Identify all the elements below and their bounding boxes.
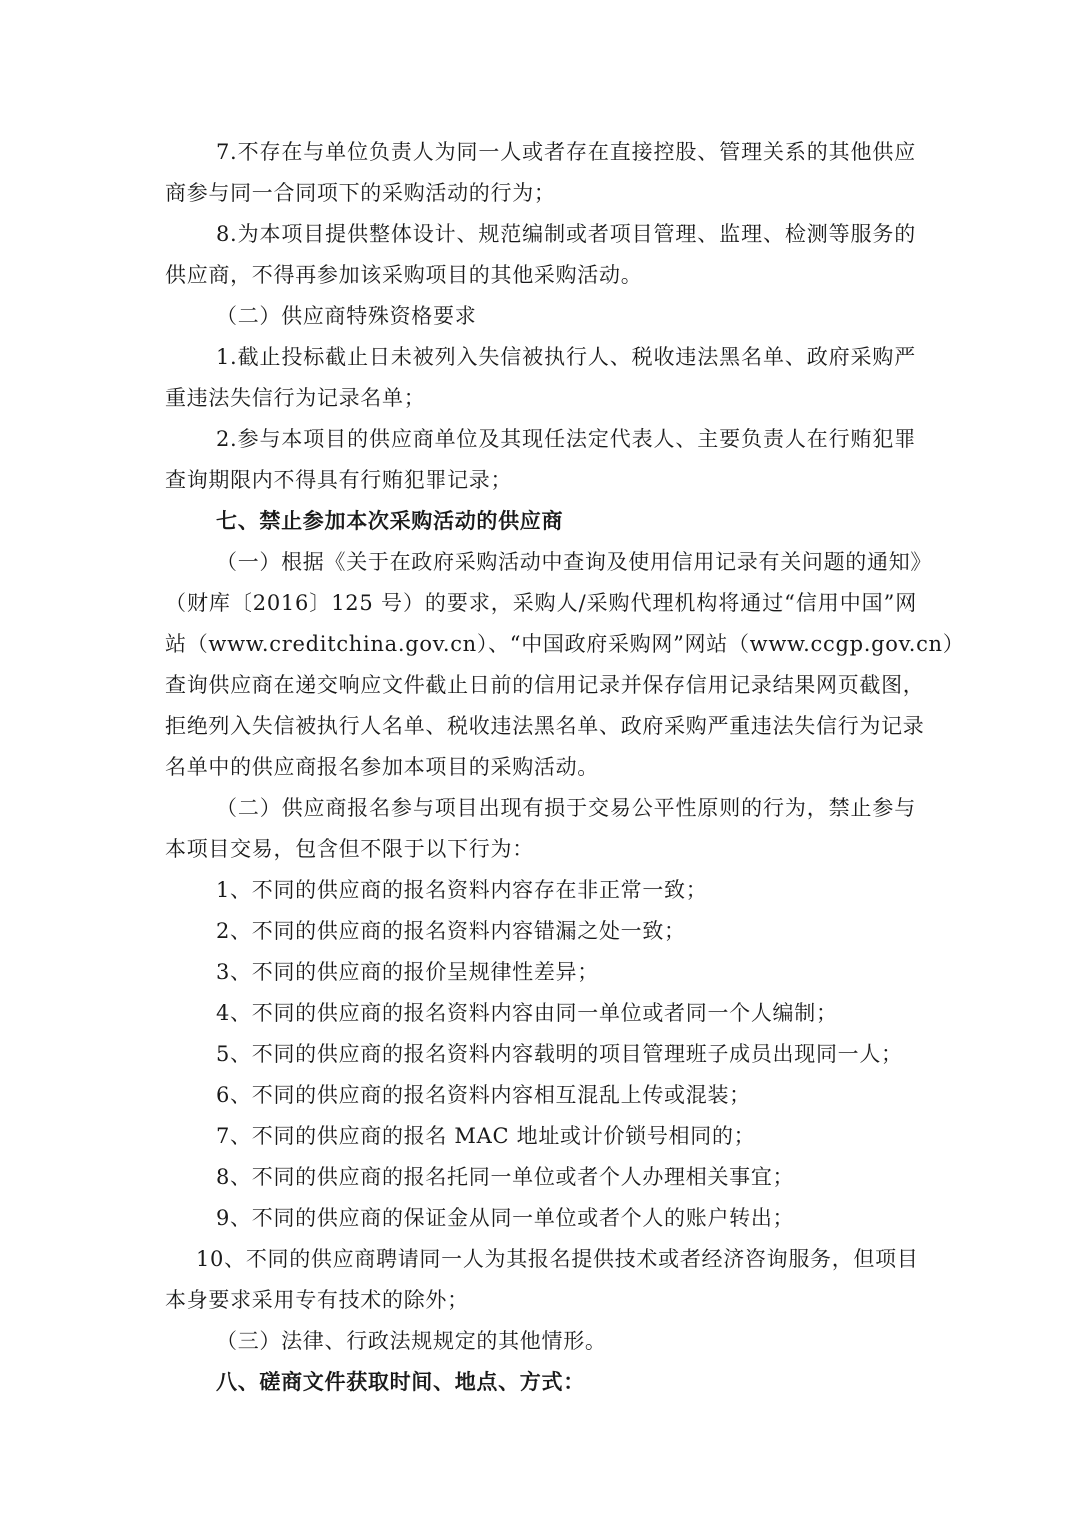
section-7-para-1-line-3: 站（www.creditchina.gov.cn）、“中国政府采购网”网站（www.ccgp.gov.cn） bbox=[165, 632, 965, 656]
section-7-para-1-line-1: （一）根据《关于在政府采购活动中查询及使用信用记录有关问题的通知》 bbox=[216, 550, 933, 574]
list-item-7: 7、不同的供应商的报名 MAC 地址或计价锁号相同的； bbox=[216, 1124, 756, 1148]
section-7-para-2-line-2: 本项目交易，包含但不限于以下行为： bbox=[165, 837, 534, 861]
section-7-para-1-line-5: 拒绝列入失信被执行人名单、税收违法黑名单、政府采购严重违法失信行为记录 bbox=[165, 714, 925, 738]
list-item-10-line-1: 10、不同的供应商聘请同一人为其报名提供技术或者经济咨询服务，但项目 bbox=[196, 1247, 919, 1271]
list-item-4: 4、不同的供应商的报名资料内容由同一单位或者同一个人编制； bbox=[216, 1001, 838, 1025]
section-7-para-1-line-4: 查询供应商在递交响应文件截止日前的信用记录并保存信用记录结果网页截图， bbox=[165, 673, 925, 697]
list-item-6: 6、不同的供应商的报名资料内容相互混乱上传或混装； bbox=[216, 1083, 751, 1107]
special-req-2-line-1: 2.参与本项目的供应商单位及其现任法定代表人、主要负责人在行贿犯罪 bbox=[216, 427, 916, 451]
list-item-2: 2、不同的供应商的报名资料内容错漏之处一致； bbox=[216, 919, 686, 943]
section-special-qualification-heading: （二）供应商特殊资格要求 bbox=[216, 304, 477, 328]
special-req-2-line-2: 查询期限内不得具有行贿犯罪记录； bbox=[165, 468, 513, 492]
clause-7-line-1: 7.不存在与单位负责人为同一人或者存在直接控股、管理关系的其他供应 bbox=[216, 140, 916, 164]
section-7-para-1-line-6: 名单中的供应商报名参加本项目的采购活动。 bbox=[165, 755, 599, 779]
section-7-para-2-line-1: （二）供应商报名参与项目出现有损于交易公平性原则的行为，禁止参与 bbox=[216, 796, 916, 820]
list-item-8: 8、不同的供应商的报名托同一单位或者个人办理相关事宜； bbox=[216, 1165, 795, 1189]
section-8-heading: 八、磋商文件获取时间、地点、方式： bbox=[216, 1369, 585, 1394]
clause-8-line-2: 供应商，不得再参加该采购项目的其他采购活动。 bbox=[165, 263, 643, 287]
special-req-1-line-1: 1.截止投标截止日未被列入失信被执行人、税收违法黑名单、政府采购严 bbox=[216, 345, 916, 369]
section-7-para-1-line-2: （财库〔2016〕125 号）的要求，采购人/采购代理机构将通过“信用中国”网 bbox=[165, 591, 917, 615]
list-item-5: 5、不同的供应商的报名资料内容载明的项目管理班子成员出现同一人； bbox=[216, 1042, 903, 1066]
section-7-para-3: （三）法律、行政法规规定的其他情形。 bbox=[216, 1329, 607, 1353]
list-item-9: 9、不同的供应商的保证金从同一单位或者个人的账户转出； bbox=[216, 1206, 795, 1230]
special-req-1-line-2: 重违法失信行为记录名单； bbox=[165, 386, 426, 410]
clause-8-line-1: 8.为本项目提供整体设计、规范编制或者项目管理、监理、检测等服务的 bbox=[216, 222, 916, 246]
list-item-10-line-2: 本身要求采用专有技术的除外； bbox=[165, 1288, 469, 1312]
clause-7-line-2: 商参与同一合同项下的采购活动的行为； bbox=[165, 181, 556, 205]
list-item-3: 3、不同的供应商的报价呈规律性差异； bbox=[216, 960, 599, 984]
section-7-heading: 七、禁止参加本次采购活动的供应商 bbox=[216, 508, 564, 533]
list-item-1: 1、不同的供应商的报名资料内容存在非正常一致； bbox=[216, 878, 708, 902]
